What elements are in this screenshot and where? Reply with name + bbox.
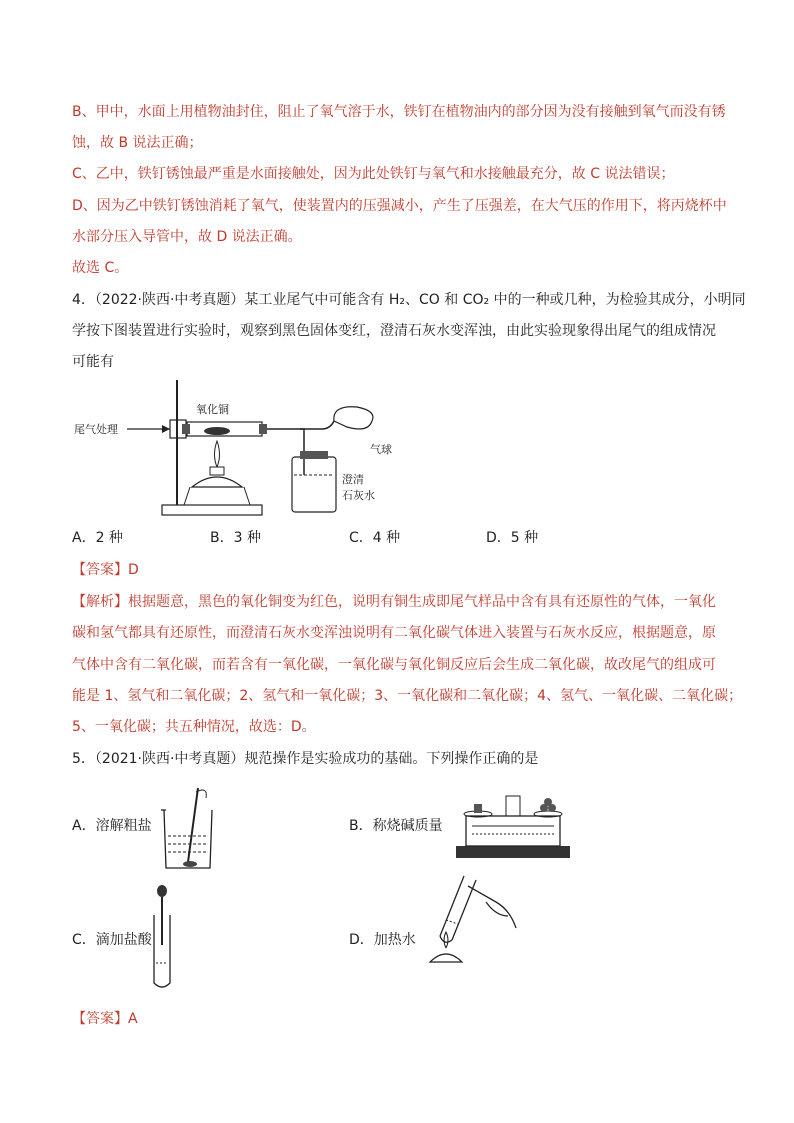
q4-option-c[interactable]: C．4 种: [349, 530, 401, 546]
explanation-d-line-2: 水部分压入导管中，故 D 说法正确。: [72, 229, 302, 245]
q4-answer: [72, 560, 139, 580]
q4-stem-line-2: 学按下图装置进行实验时，观察到黑色固体变红，澄清石灰水变浑浊，由此实验现象得出尾气的组成情况: [72, 323, 716, 339]
label-inlet: 尾气处理: [74, 423, 118, 436]
explanation-b-line-2: 蚀，故 B 说法正确；: [72, 135, 203, 151]
answer-tag: 【答案】: [72, 562, 128, 578]
explanation-b-line-1: B、甲中，水面上用植物油封住，阻止了氧气溶于水，铁钉在植物油内的部分因为没有接触到氧气而没有锈: [72, 104, 726, 120]
dropper-test-tube-icon: [150, 885, 174, 990]
q4-analysis-line-3: 气体中含有二氧化碳，而若含有一氧化碳，一氧化碳与氧化铜反应后会生成二氧化碳，故改尾气的组成可: [72, 657, 716, 673]
q5-option-d[interactable]: D．加热水: [349, 932, 416, 948]
analysis-tag: 【解析】: [72, 594, 128, 610]
q4-analysis-line-2: 碳和氢气都具有还原性，而澄清石灰水变浑浊说明有二氧化碳气体进入装置与石灰水反应，根据题意，原: [72, 625, 716, 641]
q4-analysis-line-4: 能是 1、氢气和二氧化碳；2、氢气和一氧化碳；3、一氧化碳和二氧化碳；4、氢气、一氧化碳、二氧化碳；: [72, 688, 743, 704]
q4-stem-line-3: 可能有: [72, 354, 114, 370]
q4-option-d[interactable]: D．5 种: [486, 530, 539, 546]
q5-stem: 5．（2021·陕西·中考真题）规范操作是实验成功的基础。下列操作正确的是: [72, 751, 539, 767]
q4-option-b[interactable]: B．3 种: [210, 530, 261, 546]
balance-scale-icon: [452, 790, 574, 862]
answer-tag: 【答案】: [72, 1011, 128, 1027]
label-limewater-2: 石灰水: [342, 489, 375, 502]
answer-value: D: [128, 562, 139, 578]
analysis-text: 根据题意，黑色的氧化铜变为红色，说明有铜生成即尾气样品中含有具有还原性的气体，一氧化: [128, 594, 716, 610]
heating-test-tube-icon: [416, 872, 526, 972]
q4-analysis-line-5: 5、一氧化碳；共五种情况，故选：D。: [72, 719, 316, 735]
q4-option-a[interactable]: A．2 种: [72, 530, 123, 546]
explanation-d-line-1: D、因为乙中铁钉锈蚀消耗了氧气，使装置内的压强减小，产生了压强差，在大气压的作用下，将丙烧杯中: [72, 198, 727, 214]
label-limewater-1: 澄清: [342, 473, 364, 486]
q5-option-c[interactable]: C．滴加盐酸: [72, 932, 152, 948]
label-copper-oxide: 氧化铜: [196, 403, 229, 416]
q5-option-b[interactable]: B．称烧碱质量: [349, 818, 443, 834]
q5-option-a[interactable]: A．溶解粗盐: [72, 818, 152, 834]
q4-stem-line-1: 4．（2022·陕西·中考真题）某工业尾气中可能含有 H₂、CO 和 CO₂ 中的一种或几种，为检验其成分，小明同: [72, 292, 746, 308]
explanation-conclusion: 故选 C。: [72, 260, 129, 276]
q5-answer: [72, 1009, 138, 1029]
beaker-stirring-icon: [158, 782, 218, 872]
q4-analysis-line-1: [72, 592, 716, 612]
q4-apparatus-figure: [72, 375, 402, 520]
explanation-c-line: C、乙中，铁钉锈蚀最严重是水面接触处，因为此处铁钉与氧气和水接触最充分，故 C 说法错误；: [72, 166, 675, 182]
label-balloon: 气球: [370, 443, 392, 456]
answer-value: A: [128, 1011, 138, 1027]
